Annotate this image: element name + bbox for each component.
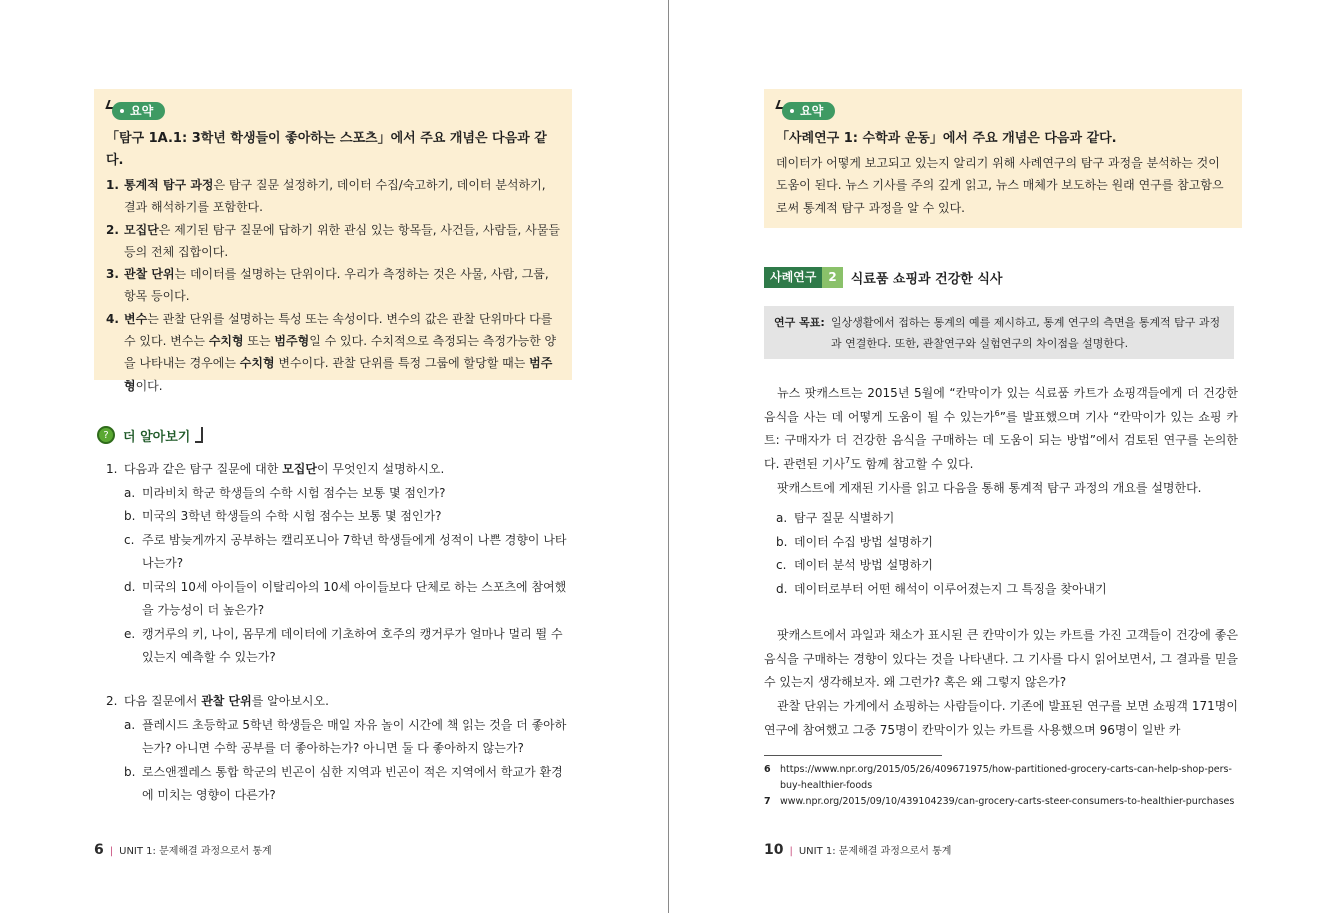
paragraph: 뉴스 팟캐스트는 2015년 5월에 “칸막이가 있는 식료품 카트가 쇼핑객들에게 더 건강한 음식을 사는 데 어떻게 도움이 될 수 있는가$^6$”를 발표했으며 기사 “칸막이가 있는 쇼핑 카트: 구매자가 더 건강한 음식을 구매하는 데 도움이 되는 방법”에서 검토된 연구를 논의한다. 관련된 기사$^7$도 함께 참고할 수 있다. [764, 386, 1238, 472]
footnotes [764, 762, 1244, 810]
more-title: 더 알아보기 [123, 429, 191, 445]
sub-question: a. 미라비치 학군 학생들의 수학 시험 점수는 보통 몇 점인가? [124, 485, 446, 500]
footnote: 7 www.npr.org/2015/09/10/439104239/can-grocery-carts-steer-consumers-to-healthier-purchases [764, 796, 1235, 807]
unit-title: UNIT 1: 문제해결 과정으로서 통계 [798, 846, 952, 857]
paragraph: 팟캐스트에 게재된 기사를 읽고 다음을 통해 통계적 탐구 과정의 개요를 설명한다. [777, 480, 1202, 495]
case-study-number: 2 [822, 267, 842, 288]
question-2 [106, 690, 574, 808]
summary-text: 데이터가 어떻게 보고되고 있는지 알리기 위해 사례연구의 탐구 과정을 분석하는 것이 도움이 된다. 뉴스 기사를 주의 깊게 읽고, 뉴스 매체가 보도하는 원래 연구를 참고함으로써 통계적 탐구 과정을 알 수 있다. [776, 156, 1224, 215]
page-number: 6 [94, 842, 104, 858]
sub-question: a. 플레시드 초등학교 5학년 학생들은 매일 자유 놀이 시간에 책 읽는 것을 더 좋아하는가? 아니면 수학 공부를 더 좋아하는가? 아니면 둘 다 좋아하지 않는가? [124, 717, 567, 755]
step-item: a. 탐구 질문 식별하기 [776, 511, 895, 525]
paragraph: 팟캐스트에서 과일과 채소가 표시된 큰 칸막이가 있는 카트를 가진 고객들이 건강에 좋은 음식을 구매하는 경향이 있다는 것을 나타낸다. 그 기사를 다시 읽어보면서, 그 결과를 믿을 수 있는지 생각해보자. 왜 그런가? 혹은 왜 그렇지 않은가? [764, 628, 1238, 690]
summary-header [106, 100, 560, 122]
goal-text: 일상생활에서 접하는 통계의 예를 제시하고, 통계 연구의 측면을 통계적 탐구 과정과 연결한다. 또한, 관찰연구와 실험연구의 차이점을 설명한다. [831, 316, 1221, 350]
research-goal-box [764, 306, 1234, 359]
summary-item: 4. 변수는 관찰 단위를 설명하는 특성 또는 속성이다. 변수의 값은 관찰 단위마다 다를 수 있다. 변수는 수치형 또는 범주형일 수 있다. 수치적으로 측정되는 측정가능한 양을 나타내는 경우에는 수치형 변수이다. 관찰 단위를 특정 그룹에 할당할 때는 범주형이다. [106, 311, 557, 393]
summary-item: 1. 통계적 탐구 과정은 탐구 질문 설정하기, 데이터 수집/숙고하기, 데이터 분석하기, 결과 해석하기를 포함한다. [106, 178, 546, 215]
right-page [669, 0, 1336, 913]
footnote: 6 https://www.npr.org/2015/05/26/409671975/how-partitioned-grocery-carts-can-help-shop-pers-buy-healthier-foods [764, 764, 1232, 791]
question-text: 2. 다음 질문에서 관찰 단위를 알아보시오. [106, 694, 329, 708]
summary-pill: 요약 [782, 102, 835, 120]
paragraph: 관찰 단위는 가게에서 쇼핑하는 사람들이다. 기존에 발표된 연구를 보면 쇼핑객 171명이 연구에 참여했고 그중 75명이 칸막이가 있는 카트를 사용했으며 96명이 일반 카 [764, 699, 1238, 737]
step-item: c. 데이터 분석 방법 설명하기 [776, 558, 933, 573]
case-study-header [764, 267, 1002, 288]
step-item: d. 데이터로부터 어떤 해석이 이루어졌는지 그 특징을 찾아내기 [776, 581, 1107, 596]
body-paragraphs-2 [764, 624, 1238, 743]
footnote-ref: 6 [994, 408, 1000, 418]
body-paragraphs [764, 382, 1238, 501]
unit-title: UNIT 1: 문제해결 과정으로서 통계 [119, 846, 272, 857]
question-1 [106, 458, 574, 670]
summary-item: 3. 관찰 단위는 데이터를 설명하는 단위이다. 우리가 측정하는 것은 사물, 사람, 그룹, 항목 등이다. [106, 267, 549, 304]
sub-question: b. 미국의 3학년 학생들의 수학 시험 점수는 보통 몇 점인가? [124, 509, 442, 523]
summary-item: 2. 모집단은 제기된 탐구 질문에 답하기 위한 관심 있는 항목들, 사건들, 사람들, 사물들 등의 전체 집합이다. [106, 222, 560, 259]
summary-list [106, 174, 560, 397]
page-footer [764, 842, 951, 858]
sub-question-list [124, 482, 574, 670]
footer-separator: | [109, 846, 114, 857]
sub-question: e. 캥거루의 키, 나이, 몸무게 데이터에 기초하여 호주의 캥거루가 얼마나 멀리 뛸 수 있는지 예측할 수 있는가? [124, 626, 563, 664]
sub-question: c. 주로 밤늦게까지 공부하는 캘리포니아 7학년 학생들에게 성적이 나쁜 경향이 나타나는가? [124, 532, 567, 570]
summary-title: 「탐구 1A.1: 3학년 학생들이 좋아하는 스포츠」에서 주요 개념은 다음과 같다. [106, 131, 547, 168]
case-study-badge: 사례연구 [764, 267, 822, 288]
sub-question: b. 로스앤젤레스 통합 학군의 빈곤이 심한 지역과 빈곤이 적은 지역에서 학교가 환경에 미치는 영향이 다른가? [124, 764, 563, 802]
step-item: b. 데이터 수집 방법 설명하기 [776, 534, 933, 549]
step-list [776, 507, 1107, 601]
page-number: 10 [764, 842, 784, 858]
summary-box [764, 89, 1242, 228]
summary-pill: 요약 [112, 102, 165, 120]
goal-label: 연구 목표: [774, 316, 825, 329]
question-icon: ? [97, 426, 115, 444]
bracket-icon [195, 427, 203, 443]
case-study-title: 식료품 쇼핑과 건강한 식사 [850, 272, 1003, 287]
more-header [97, 424, 203, 446]
summary-title: 「사례연구 1: 수학과 운동」에서 주요 개념은 다음과 같다. [776, 131, 1117, 146]
footnote-ref: 7 [845, 456, 851, 466]
footnote-rule [764, 755, 942, 756]
page-footer [94, 842, 272, 858]
footer-separator: | [789, 846, 793, 857]
sub-question-list [124, 714, 574, 808]
summary-header [776, 100, 1230, 122]
summary-box [94, 89, 572, 393]
sub-question: d. 미국의 10세 아이들이 이탈리아의 10세 아이들보다 단체로 하는 스포츠에 참여했을 가능성이 더 높은가? [124, 579, 567, 617]
question-text: 1. 다음과 같은 탐구 질문에 대한 모집단이 무엇인지 설명하시오. [106, 462, 445, 476]
